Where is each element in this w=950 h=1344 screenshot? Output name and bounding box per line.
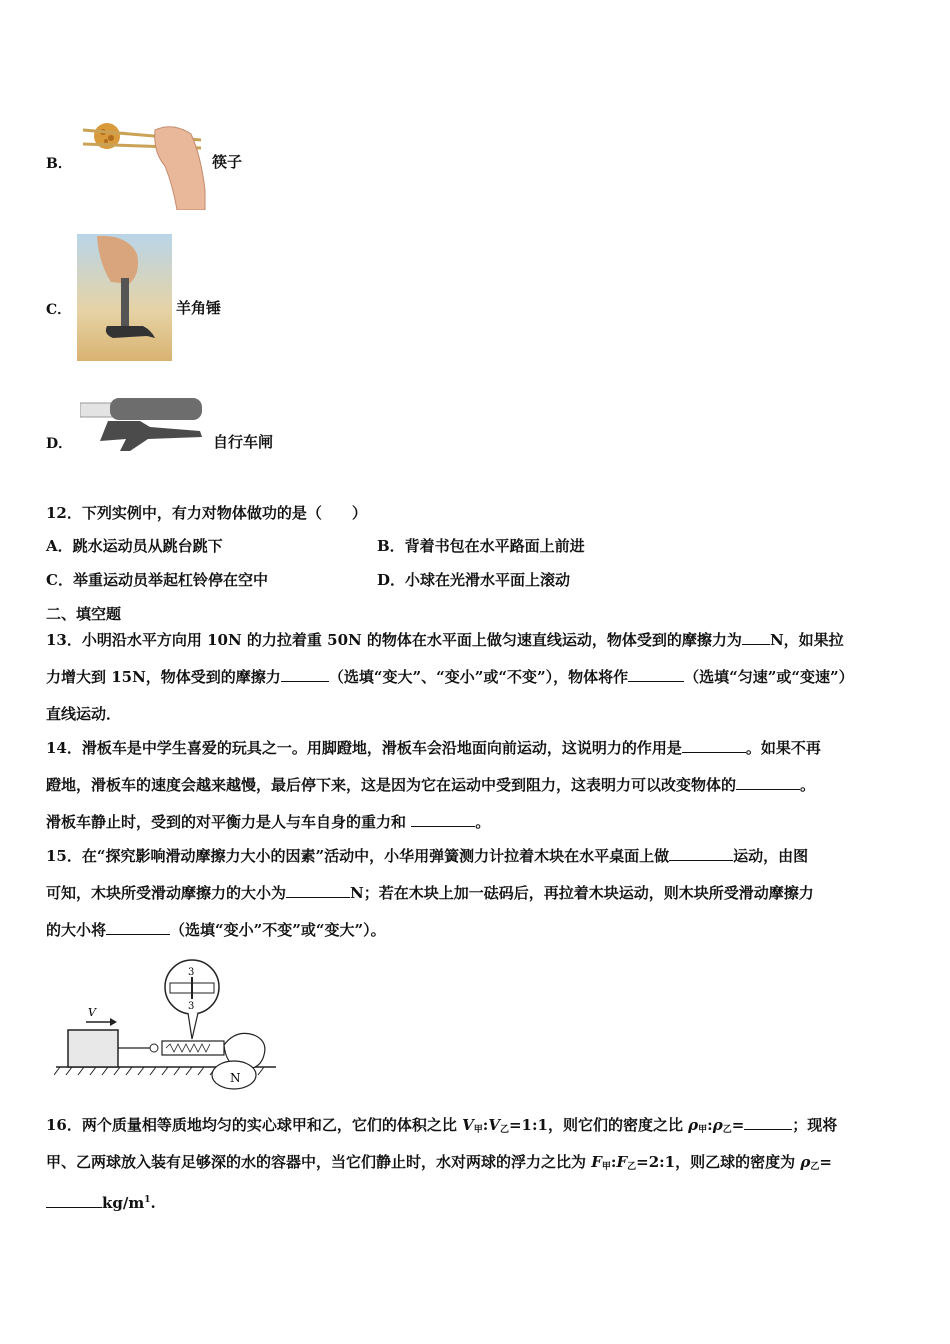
- q12-option-a: A．跳水运动员从跳台跳下: [46, 537, 223, 555]
- q15-blank-3[interactable]: [106, 920, 170, 935]
- scale-top-label: 3: [188, 967, 195, 978]
- q16-text: 16．两个质量相等质地均匀的实心球甲和乙，它们的体积之比: [46, 1116, 463, 1134]
- q15-line-1: [46, 846, 808, 866]
- q16-blank-1[interactable]: [744, 1115, 792, 1130]
- q14-blank-2[interactable]: [736, 775, 800, 790]
- q16-text: =1:1，则它们的密度之比: [508, 1116, 689, 1134]
- q15-blank-2[interactable]: [286, 883, 350, 898]
- q16-sub-yi: 乙: [722, 1125, 732, 1135]
- q16-blank-2[interactable]: [46, 1193, 102, 1208]
- q12-option-c: C．举重运动员举起杠铃停在空中: [46, 571, 268, 589]
- q14-line-2: [46, 775, 815, 795]
- q16-unit-sup: 1: [144, 1195, 151, 1205]
- q16-f-symbol: F: [616, 1153, 628, 1171]
- q16-sub-yi: 乙: [810, 1162, 820, 1172]
- q13-blank-2[interactable]: [281, 667, 329, 682]
- q14-text: 。: [475, 813, 491, 831]
- q12-option-d: D．小球在光滑水平面上滚动: [377, 571, 571, 589]
- section-heading: 二、填空题: [46, 605, 122, 623]
- option-d-letter: D．: [46, 436, 73, 452]
- option-d-caption: 自行车闸: [213, 433, 274, 451]
- spring-scale-figure: [54, 955, 279, 1090]
- option-c-caption: 羊角锤: [176, 299, 222, 317]
- q16-text: =2:1，则乙球的密度为: [636, 1153, 801, 1171]
- velocity-label: V: [88, 1006, 96, 1019]
- q14-blank-1[interactable]: [682, 738, 746, 753]
- q16-line-3: [46, 1190, 156, 1213]
- q13-text: （选填“变大”、“变小”或“不变”），物体将作: [328, 668, 629, 686]
- q16-v-symbol: V: [462, 1116, 474, 1134]
- chopsticks-image: [73, 100, 208, 210]
- q16-line-2: [46, 1152, 832, 1177]
- q15-text: 的大小将: [46, 921, 107, 939]
- q15-line-2: [46, 883, 814, 903]
- spring-scale-body: [162, 1041, 224, 1055]
- q16-colon: :: [482, 1116, 489, 1134]
- q16-colon: :: [610, 1153, 617, 1171]
- q16-unit: kg/m: [102, 1194, 145, 1212]
- q16-sub-yi: 乙: [627, 1162, 637, 1172]
- q14-blank-3[interactable]: [411, 812, 475, 827]
- q15-line-3: [46, 920, 386, 940]
- q13-line-3: 直线运动．: [46, 705, 122, 723]
- q13-line-1: [46, 630, 844, 650]
- q13-text: 13．小明沿水平方向用 10N 的力拉着重 50N 的物体在水平面上做匀速直线运动，物体受到的摩擦力为: [46, 631, 742, 649]
- q15-text: 运动，由图: [733, 847, 809, 865]
- q13-blank-3[interactable]: [628, 667, 684, 682]
- q16-colon: :: [707, 1116, 713, 1134]
- q16-sub-jia: 甲: [698, 1125, 708, 1135]
- q14-line-3: [46, 812, 490, 832]
- q16-text: 甲、乙两球放入装有足够深的水的容器中，当它们静止时，水对两球的浮力之比为: [46, 1153, 592, 1171]
- option-b-letter: B．: [46, 156, 72, 172]
- q16-sub-yi: 乙: [499, 1125, 509, 1135]
- q14-line-1: [46, 738, 821, 758]
- q16-sub-jia: 甲: [601, 1162, 611, 1172]
- q12-option-b: B．背着书包在水平路面上前进: [377, 537, 585, 555]
- q13-text: 力增大到 15N，物体受到的摩擦力: [46, 668, 281, 686]
- option-c-letter: C．: [46, 302, 72, 318]
- q16-f-symbol: F: [591, 1153, 602, 1171]
- q16-rho-symbol: ρ: [800, 1153, 811, 1171]
- q15-text: N；若在木块上加一砝码后，再拉着木块运动，则木块所受滑动摩擦力: [350, 884, 814, 902]
- scale-bottom-label: 3: [188, 1001, 195, 1012]
- q16-v-symbol: V: [488, 1116, 500, 1134]
- q15-text: （选填“变小”不变”或“变大”）。: [170, 921, 386, 939]
- q12-stem: 12．下列实例中，有力对物体做功的是（ ）: [46, 504, 367, 522]
- q16-eq: =: [731, 1116, 745, 1134]
- q16-eq: =: [819, 1153, 832, 1171]
- q13-blank-1[interactable]: [742, 630, 770, 645]
- q16-text: ；现将: [792, 1116, 838, 1134]
- q16-rho-symbol: ρ: [712, 1116, 723, 1134]
- q15-blank-1[interactable]: [669, 846, 733, 861]
- claw-hammer-image: [77, 234, 172, 361]
- q16-rho-symbol: ρ: [688, 1116, 699, 1134]
- wood-block: [68, 1030, 118, 1067]
- q14-text: 。: [800, 776, 816, 794]
- q14-text: 蹬地，滑板车的速度会越来越慢，最后停下来，这是因为它在运动中受到阻力，这表明力可以改变物体的: [46, 776, 737, 794]
- q14-text: 。如果不再: [745, 739, 821, 757]
- force-unit-label: N: [230, 1071, 241, 1085]
- q16-line-1: [46, 1115, 837, 1140]
- q15-text: 15．在“探究影响滑动摩擦力大小的因素”活动中，小华用弹簧测力计拉着木块在水平桌面上做: [46, 847, 670, 865]
- option-b-caption: 筷子: [212, 153, 243, 171]
- q16-period: .: [150, 1194, 156, 1212]
- q13-text: （选填“匀速”或“变速”）: [684, 668, 854, 686]
- q15-text: 可知，木块所受滑动摩擦力的大小为: [46, 884, 287, 902]
- bike-brake-image: [80, 395, 205, 460]
- q16-sub-jia: 甲: [473, 1125, 483, 1135]
- q13-line-2: [46, 667, 854, 687]
- q13-text: N，如果拉: [769, 631, 844, 649]
- q14-text: 14．滑板车是中学生喜爱的玩具之一。用脚蹬地，滑板车会沿地面向前运动，这说明力的作用是: [46, 739, 682, 757]
- q14-text: 滑板车静止时，受到的对平衡力是人与车自身的重力和: [46, 813, 412, 831]
